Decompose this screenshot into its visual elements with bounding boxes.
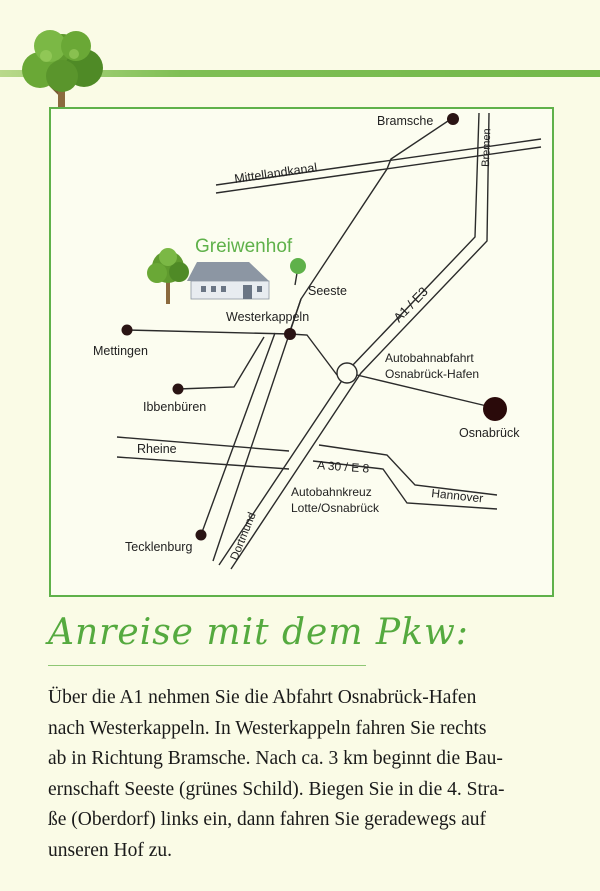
directions-line: ab in Richtung Bramsche. Nach ca. 3 km beginnt die Bau-: [48, 748, 503, 769]
ibbenbueren-label: Ibbenbüren: [143, 400, 207, 414]
westerkappeln-label: Westerkappeln: [226, 310, 310, 324]
lotte-osnabrueck-label: Lotte/Osnabrück: [291, 501, 380, 515]
mittellandkanal-label: Mittellandkanal: [233, 160, 318, 186]
directions-line: Über die A1 nehmen Sie die Abfahrt Osnabrück-Hafen: [48, 687, 477, 708]
tecklenburg-dot: [196, 530, 207, 541]
bramsche-label: Bramsche: [377, 114, 434, 128]
dortmund-label: Dortmund: [228, 510, 259, 563]
hannover-label: Hannover: [430, 486, 484, 506]
mettingen-dot: [122, 325, 133, 336]
road-ibbenbueren: [178, 337, 264, 389]
route-map: [49, 107, 554, 597]
autobahnabfahrt-junction: [337, 363, 357, 383]
greiwenhof-dot: [290, 258, 306, 274]
directions-line: nach Westerkappeln. In Westerkappeln fahren Sie rechts: [48, 717, 487, 739]
road-bramsche: [290, 119, 451, 331]
ibbenbueren-dot: [173, 384, 184, 395]
directions-line: ße (Oberdorf) links ein, dann fahren Sie geradewegs auf: [48, 809, 487, 830]
directions-text: [48, 683, 568, 866]
road-tecklenburg: [201, 333, 275, 535]
directions-line: ernschaft Seeste (grünes Schild). Biegen Sie in die 4. Stra-: [48, 778, 505, 800]
directions-heading: Anreise mit dem Pkw:: [48, 612, 469, 653]
road-mettingen: [127, 330, 290, 334]
seeste-label: Seeste: [308, 284, 347, 298]
mettingen-label: Mettingen: [93, 344, 148, 358]
tecklenburg-label: Tecklenburg: [125, 540, 193, 554]
osnabrueck-label: Osnabrück: [459, 426, 520, 440]
road-to-exit: [290, 334, 337, 375]
osnabrueck-dot: [483, 397, 507, 421]
osnabrueck-hafen-label: Osnabrück-Hafen: [385, 367, 480, 381]
rheine-road-2: [117, 457, 289, 469]
greiwenhof-label: Greiwenhof: [195, 236, 293, 257]
westerkappeln-dot: [284, 328, 296, 340]
bremen-label: Bremen: [480, 128, 494, 168]
bramsche-dot: [447, 113, 459, 125]
autobahnkreuz-label: Autobahnkreuz: [291, 485, 372, 499]
rheine-label: Rheine: [137, 442, 177, 456]
a1-road-label: A1 / E3: [390, 283, 431, 326]
directions-line: unseren Hof zu.: [48, 839, 172, 861]
autobahnabfahrt-label: Autobahnabfahrt: [385, 351, 474, 365]
a30-road-label: A 30 / E 8: [316, 458, 370, 476]
map-canvas: [51, 109, 552, 595]
heading-underline: [48, 665, 366, 666]
